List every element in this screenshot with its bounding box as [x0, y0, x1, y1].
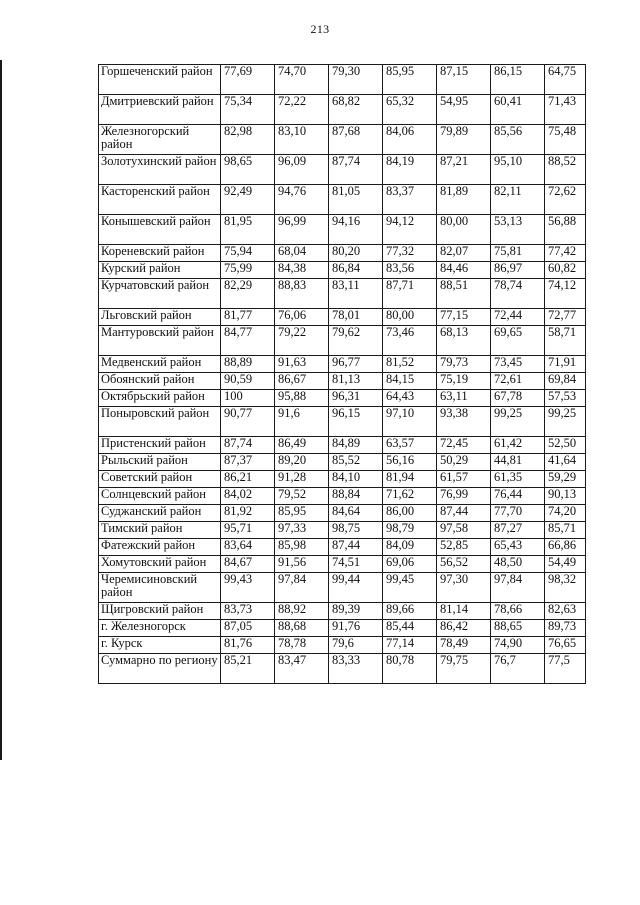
value-cell: 84,46 — [437, 262, 491, 279]
value-cell: 50,29 — [437, 454, 491, 471]
table-row — [99, 356, 586, 373]
district-name-cell: Фатежский район — [99, 539, 221, 556]
summary-value-cell: 56,88 — [545, 215, 586, 245]
value-cell: 81,52 — [383, 356, 437, 373]
value-cell: 61,35 — [491, 471, 545, 488]
value-cell: 85,95 — [383, 65, 437, 95]
table-row — [99, 95, 586, 125]
value-cell: 80,00 — [383, 309, 437, 326]
value-cell: 88,92 — [275, 603, 329, 620]
value-cell: 65,43 — [491, 539, 545, 556]
value-cell: 84,64 — [329, 505, 383, 522]
summary-value-cell: 72,77 — [545, 309, 586, 326]
value-cell: 74,90 — [491, 637, 545, 654]
page-number: 213 — [310, 22, 330, 36]
value-cell: 86,97 — [491, 262, 545, 279]
district-name-cell: Курский район — [99, 262, 221, 279]
district-name-cell: Золотухинский район — [99, 155, 221, 185]
value-cell: 99,25 — [491, 407, 545, 437]
value-cell: 84,89 — [329, 437, 383, 454]
summary-value-cell: 59,29 — [545, 471, 586, 488]
table-row — [99, 155, 586, 185]
value-cell: 79,52 — [275, 488, 329, 505]
value-cell: 97,84 — [491, 573, 545, 603]
value-cell: 92,49 — [221, 185, 275, 215]
summary-value-cell: 76,65 — [545, 637, 586, 654]
district-name-cell: Суммарно по региону — [99, 654, 221, 684]
value-cell: 84,06 — [383, 125, 437, 155]
value-cell: 77,70 — [491, 505, 545, 522]
value-cell: 87,15 — [437, 65, 491, 95]
district-name-cell: Дмитриевский район — [99, 95, 221, 125]
value-cell: 61,57 — [437, 471, 491, 488]
value-cell: 85,21 — [221, 654, 275, 684]
value-cell: 48,50 — [491, 556, 545, 573]
value-cell: 80,20 — [329, 245, 383, 262]
value-cell: 82,29 — [221, 279, 275, 309]
value-cell: 91,6 — [275, 407, 329, 437]
value-cell: 77,15 — [437, 309, 491, 326]
district-name-cell: Тимский район — [99, 522, 221, 539]
value-cell: 75,81 — [491, 245, 545, 262]
value-cell: 98,65 — [221, 155, 275, 185]
value-cell: 83,37 — [383, 185, 437, 215]
value-cell: 87,44 — [437, 505, 491, 522]
value-cell: 84,19 — [383, 155, 437, 185]
district-name-cell: Курчатовский район — [99, 279, 221, 309]
summary-value-cell: 60,82 — [545, 262, 586, 279]
table-row — [99, 245, 586, 262]
value-cell: 72,45 — [437, 437, 491, 454]
summary-value-cell: 71,91 — [545, 356, 586, 373]
value-cell: 97,33 — [275, 522, 329, 539]
value-cell: 87,05 — [221, 620, 275, 637]
value-cell: 78,66 — [491, 603, 545, 620]
value-cell: 75,34 — [221, 95, 275, 125]
value-cell: 52,85 — [437, 539, 491, 556]
value-cell: 91,28 — [275, 471, 329, 488]
value-cell: 97,84 — [275, 573, 329, 603]
value-cell: 96,09 — [275, 155, 329, 185]
value-cell: 72,44 — [491, 309, 545, 326]
summary-value-cell: 72,62 — [545, 185, 586, 215]
district-name-cell: Щигровский район — [99, 603, 221, 620]
summary-value-cell: 85,71 — [545, 522, 586, 539]
value-cell: 86,00 — [383, 505, 437, 522]
value-cell: 79,73 — [437, 356, 491, 373]
value-cell: 88,89 — [221, 356, 275, 373]
summary-value-cell: 41,64 — [545, 454, 586, 471]
value-cell: 69,65 — [491, 326, 545, 356]
value-cell: 95,88 — [275, 390, 329, 407]
district-name-cell: Октябрьский район — [99, 390, 221, 407]
summary-value-cell: 64,75 — [545, 65, 586, 95]
value-cell: 96,15 — [329, 407, 383, 437]
table-row — [99, 326, 586, 356]
table-row — [99, 488, 586, 505]
value-cell: 74,70 — [275, 65, 329, 95]
value-cell: 83,56 — [383, 262, 437, 279]
value-cell: 79,30 — [329, 65, 383, 95]
value-cell: 81,13 — [329, 373, 383, 390]
value-cell: 86,21 — [221, 471, 275, 488]
value-cell: 73,46 — [383, 326, 437, 356]
value-cell: 97,58 — [437, 522, 491, 539]
value-cell: 89,66 — [383, 603, 437, 620]
value-cell: 87,44 — [329, 539, 383, 556]
summary-value-cell: 77,5 — [545, 654, 586, 684]
value-cell: 79,89 — [437, 125, 491, 155]
value-cell: 94,76 — [275, 185, 329, 215]
summary-value-cell: 89,73 — [545, 620, 586, 637]
value-cell: 88,83 — [275, 279, 329, 309]
value-cell: 99,44 — [329, 573, 383, 603]
value-cell: 78,74 — [491, 279, 545, 309]
value-cell: 79,6 — [329, 637, 383, 654]
value-cell: 78,49 — [437, 637, 491, 654]
value-cell: 56,52 — [437, 556, 491, 573]
value-cell: 75,19 — [437, 373, 491, 390]
value-cell: 84,67 — [221, 556, 275, 573]
value-cell: 98,75 — [329, 522, 383, 539]
value-cell: 88,84 — [329, 488, 383, 505]
value-cell: 84,10 — [329, 471, 383, 488]
district-name-cell: Мантуровский район — [99, 326, 221, 356]
table-row — [99, 454, 586, 471]
district-name-cell: Кореневский район — [99, 245, 221, 262]
value-cell: 86,67 — [275, 373, 329, 390]
value-cell: 79,62 — [329, 326, 383, 356]
value-cell: 63,57 — [383, 437, 437, 454]
value-cell: 93,38 — [437, 407, 491, 437]
value-cell: 87,74 — [221, 437, 275, 454]
summary-value-cell: 75,48 — [545, 125, 586, 155]
value-cell: 81,14 — [437, 603, 491, 620]
value-cell: 85,56 — [491, 125, 545, 155]
value-cell: 72,22 — [275, 95, 329, 125]
value-cell: 80,78 — [383, 654, 437, 684]
value-cell: 90,77 — [221, 407, 275, 437]
summary-value-cell: 90,13 — [545, 488, 586, 505]
value-cell: 82,11 — [491, 185, 545, 215]
value-cell: 90,59 — [221, 373, 275, 390]
table-row — [99, 215, 586, 245]
value-cell: 68,13 — [437, 326, 491, 356]
table-row — [99, 505, 586, 522]
value-cell: 83,11 — [329, 279, 383, 309]
scan-margin-line — [0, 60, 2, 760]
value-cell: 86,49 — [275, 437, 329, 454]
value-cell: 75,99 — [221, 262, 275, 279]
value-cell: 89,39 — [329, 603, 383, 620]
value-cell: 99,45 — [383, 573, 437, 603]
value-cell: 96,77 — [329, 356, 383, 373]
value-cell: 85,95 — [275, 505, 329, 522]
value-cell: 91,76 — [329, 620, 383, 637]
summary-value-cell: 88,52 — [545, 155, 586, 185]
value-cell: 76,99 — [437, 488, 491, 505]
district-name-cell: Рыльский район — [99, 454, 221, 471]
table-body — [99, 65, 586, 684]
value-cell: 95,10 — [491, 155, 545, 185]
value-cell: 84,02 — [221, 488, 275, 505]
value-cell: 94,16 — [329, 215, 383, 245]
table-row — [99, 573, 586, 603]
value-cell: 95,71 — [221, 522, 275, 539]
district-name-cell: Медвенский район — [99, 356, 221, 373]
table-row — [99, 556, 586, 573]
table-row — [99, 522, 586, 539]
summary-value-cell: 58,71 — [545, 326, 586, 356]
value-cell: 94,12 — [383, 215, 437, 245]
district-name-cell: Советский район — [99, 471, 221, 488]
value-cell: 91,63 — [275, 356, 329, 373]
district-name-cell: г. Железногорск — [99, 620, 221, 637]
value-cell: 79,75 — [437, 654, 491, 684]
value-cell: 79,22 — [275, 326, 329, 356]
value-cell: 88,65 — [491, 620, 545, 637]
value-cell: 88,51 — [437, 279, 491, 309]
table-row — [99, 637, 586, 654]
value-cell: 87,21 — [437, 155, 491, 185]
table-row — [99, 309, 586, 326]
value-cell: 83,33 — [329, 654, 383, 684]
summary-value-cell: 69,84 — [545, 373, 586, 390]
summary-value-cell: 54,49 — [545, 556, 586, 573]
value-cell: 76,44 — [491, 488, 545, 505]
value-cell: 75,94 — [221, 245, 275, 262]
district-name-cell: Горшеченский район — [99, 65, 221, 95]
summary-value-cell: 74,20 — [545, 505, 586, 522]
value-cell: 84,77 — [221, 326, 275, 356]
value-cell: 78,01 — [329, 309, 383, 326]
value-cell: 72,61 — [491, 373, 545, 390]
district-name-cell: Солнцевский район — [99, 488, 221, 505]
value-cell: 86,15 — [491, 65, 545, 95]
table-row — [99, 65, 586, 95]
table-row — [99, 262, 586, 279]
value-cell: 97,30 — [437, 573, 491, 603]
value-cell: 97,10 — [383, 407, 437, 437]
value-cell: 83,73 — [221, 603, 275, 620]
value-cell: 87,68 — [329, 125, 383, 155]
value-cell: 98,79 — [383, 522, 437, 539]
value-cell: 86,42 — [437, 620, 491, 637]
value-cell: 87,74 — [329, 155, 383, 185]
value-cell: 83,10 — [275, 125, 329, 155]
value-cell: 73,45 — [491, 356, 545, 373]
value-cell: 84,09 — [383, 539, 437, 556]
value-cell: 81,89 — [437, 185, 491, 215]
summary-value-cell: 77,42 — [545, 245, 586, 262]
value-cell: 85,44 — [383, 620, 437, 637]
value-cell: 68,82 — [329, 95, 383, 125]
table-row — [99, 125, 586, 155]
value-cell: 87,37 — [221, 454, 275, 471]
district-name-cell: Касторенский район — [99, 185, 221, 215]
summary-value-cell: 74,12 — [545, 279, 586, 309]
value-cell: 96,31 — [329, 390, 383, 407]
value-cell: 81,94 — [383, 471, 437, 488]
value-cell: 84,38 — [275, 262, 329, 279]
value-cell: 96,99 — [275, 215, 329, 245]
value-cell: 81,77 — [221, 309, 275, 326]
table-row — [99, 539, 586, 556]
value-cell: 80,00 — [437, 215, 491, 245]
table-row — [99, 437, 586, 454]
value-cell: 53,13 — [491, 215, 545, 245]
value-cell: 99,43 — [221, 573, 275, 603]
summary-value-cell: 57,53 — [545, 390, 586, 407]
summary-value-cell: 66,86 — [545, 539, 586, 556]
district-name-cell: Конышевский район — [99, 215, 221, 245]
value-cell: 77,69 — [221, 65, 275, 95]
district-name-cell: Льговский район — [99, 309, 221, 326]
district-name-cell: Суджанский район — [99, 505, 221, 522]
value-cell: 60,41 — [491, 95, 545, 125]
value-cell: 89,20 — [275, 454, 329, 471]
district-name-cell: Хомутовский район — [99, 556, 221, 573]
table-row — [99, 279, 586, 309]
value-cell: 85,98 — [275, 539, 329, 556]
value-cell: 87,71 — [383, 279, 437, 309]
district-name-cell: г. Курск — [99, 637, 221, 654]
table-row — [99, 373, 586, 390]
summary-value-cell: 98,32 — [545, 573, 586, 603]
district-name-cell: Черемисиновский район — [99, 573, 221, 603]
value-cell: 100 — [221, 390, 275, 407]
value-cell: 61,42 — [491, 437, 545, 454]
value-cell: 87,27 — [491, 522, 545, 539]
value-cell: 78,78 — [275, 637, 329, 654]
district-name-cell: Пристенский район — [99, 437, 221, 454]
value-cell: 84,15 — [383, 373, 437, 390]
value-cell: 91,56 — [275, 556, 329, 573]
value-cell: 56,16 — [383, 454, 437, 471]
table-row — [99, 407, 586, 437]
summary-value-cell: 99,25 — [545, 407, 586, 437]
value-cell: 82,07 — [437, 245, 491, 262]
district-statistics-table — [98, 64, 586, 684]
value-cell: 64,43 — [383, 390, 437, 407]
summary-value-cell: 82,63 — [545, 603, 586, 620]
table-row — [99, 620, 586, 637]
value-cell: 85,52 — [329, 454, 383, 471]
value-cell: 71,62 — [383, 488, 437, 505]
value-cell: 69,06 — [383, 556, 437, 573]
table-row — [99, 185, 586, 215]
summary-value-cell: 52,50 — [545, 437, 586, 454]
table-row — [99, 390, 586, 407]
value-cell: 74,51 — [329, 556, 383, 573]
value-cell: 83,47 — [275, 654, 329, 684]
value-cell: 81,95 — [221, 215, 275, 245]
value-cell: 83,64 — [221, 539, 275, 556]
value-cell: 65,32 — [383, 95, 437, 125]
table-row — [99, 654, 586, 684]
summary-value-cell: 71,43 — [545, 95, 586, 125]
value-cell: 88,68 — [275, 620, 329, 637]
district-name-cell: Поныровский район — [99, 407, 221, 437]
value-cell: 63,11 — [437, 390, 491, 407]
value-cell: 76,06 — [275, 309, 329, 326]
value-cell: 86,84 — [329, 262, 383, 279]
value-cell: 81,76 — [221, 637, 275, 654]
value-cell: 77,32 — [383, 245, 437, 262]
table-row — [99, 603, 586, 620]
district-name-cell: Обоянский район — [99, 373, 221, 390]
table-row — [99, 471, 586, 488]
value-cell: 76,7 — [491, 654, 545, 684]
district-name-cell: Железногорский район — [99, 125, 221, 155]
value-cell: 82,98 — [221, 125, 275, 155]
value-cell: 44,81 — [491, 454, 545, 471]
value-cell: 81,92 — [221, 505, 275, 522]
value-cell: 68,04 — [275, 245, 329, 262]
value-cell: 54,95 — [437, 95, 491, 125]
value-cell: 67,78 — [491, 390, 545, 407]
value-cell: 81,05 — [329, 185, 383, 215]
value-cell: 77,14 — [383, 637, 437, 654]
